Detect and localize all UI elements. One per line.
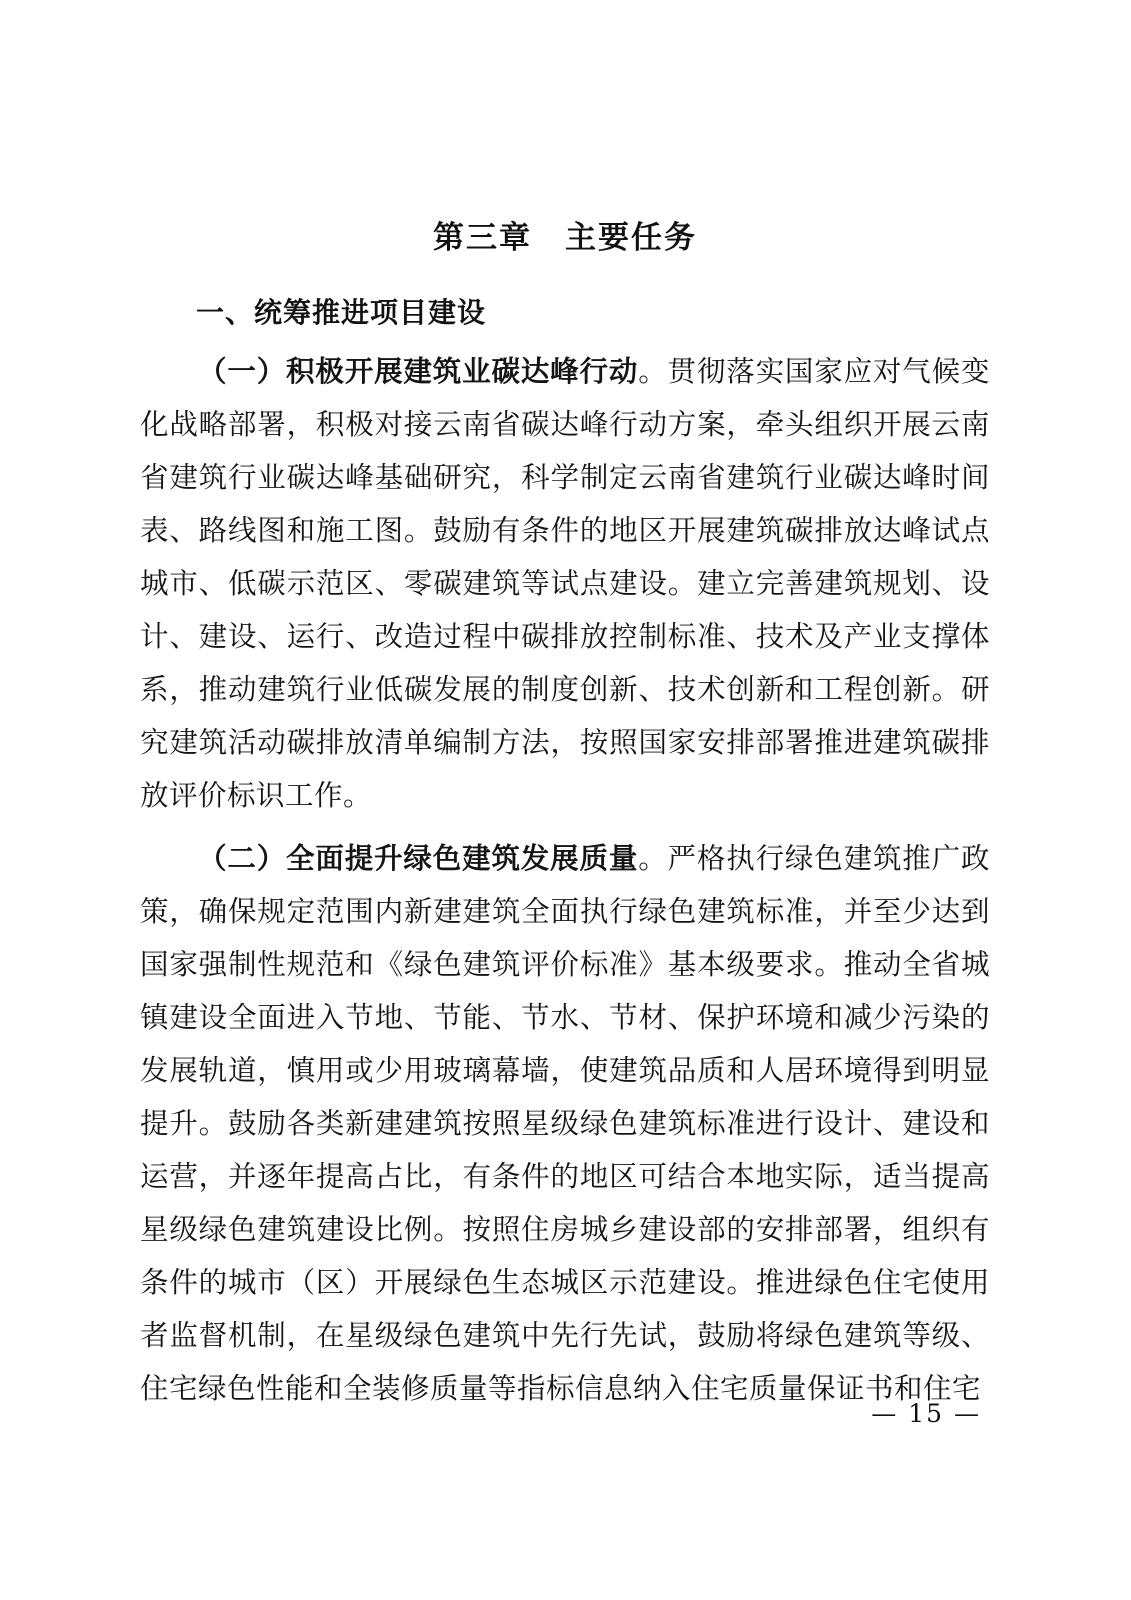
paragraph-two-text: 。严格执行绿色建筑推广政策，确保规定范围内新建建筑全面执行绿色建筑标准，并至少达到国家强制性规范和《绿色建筑评价标准》基本级要求。推动全省城镇建设全面进入节地、节能、节水、节材、保护环境和减少污染的发展轨道，慎用或少用玻璃幕墙，使建筑品质和人居环境得到明显提升。鼓励各类新建建筑按照星级绿色建筑标准进行设计、建设和运营，并逐年提高占比，有条件的地区可结合本地实际，适当提高星级绿色建筑建设比例。按照住房城乡建设部的安排部署，组织有条件的城市（区）开展绿色生态城区示范建设。推进绿色住宅使用者监督机制，在星级绿色建筑中先行先试，鼓励将绿色建筑等级、住宅绿色性能和全装修质量等指标信息纳入住宅质量保证书和住宅 — [140, 842, 990, 1405]
paragraph-two-lead: （二）全面提升绿色建筑发展质量 — [198, 841, 639, 875]
page-number: — 15 — — [871, 1399, 981, 1428]
chapter-title: 第三章 主要任务 — [433, 220, 697, 256]
section-heading: 一、统筹推进项目建设 — [196, 296, 487, 329]
paragraph-two — [140, 832, 990, 1415]
page-content — [140, 212, 990, 1425]
paragraph-one — [140, 345, 990, 822]
paragraph-one-text: 。贯彻落实国家应对气候变化战略部署，积极对接云南省碳达峰行动方案，牵头组织开展云南省建筑行业碳达峰基础研究，科学制定云南省建筑行业碳达峰时间表、路线图和施工图。鼓励有条件的地区开展建筑碳排放达峰试点城市、低碳示范区、零碳建筑等试点建设。建立完善建筑规划、设计、建设、运行、改造过程中碳排放控制标准、技术及产业支撑体系，推动建筑行业低碳发展的制度创新、技术创新和工程创新。研究建筑活动碳排放清单编制方法，按照国家安排部署推进建筑碳排放评价标识工作。 — [140, 355, 990, 812]
paragraph-one-lead: （一）积极开展建筑业碳达峰行动 — [198, 354, 639, 388]
